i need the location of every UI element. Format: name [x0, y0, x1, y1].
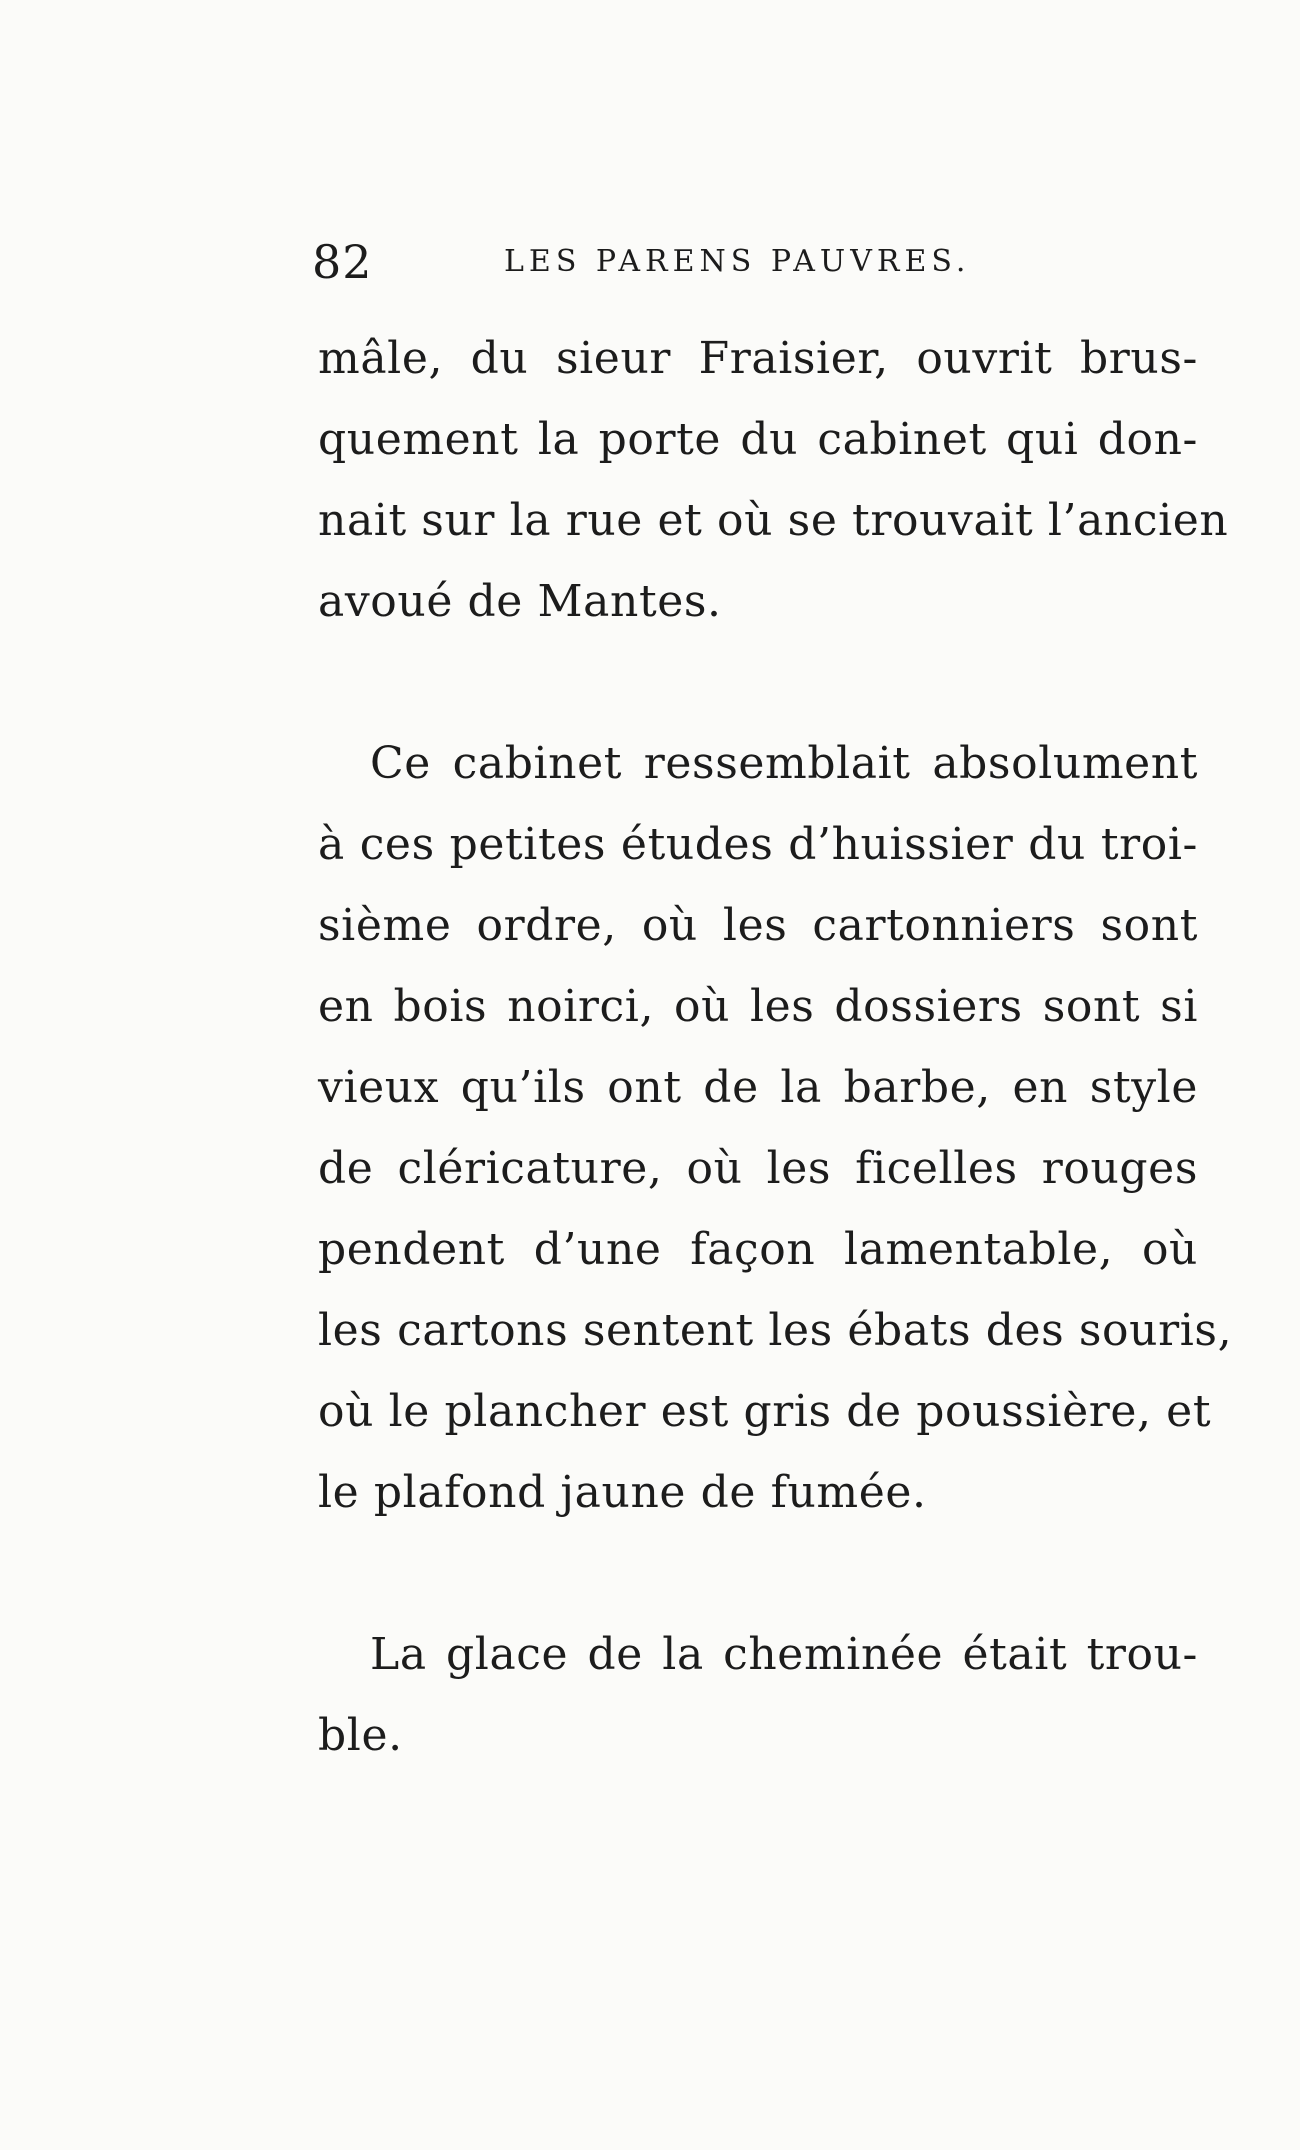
text-line: vieux qu’ils ont de la barbe, en style: [318, 1062, 1198, 1113]
text-line: à ces petites études d’huissier du troi-: [318, 819, 1198, 870]
paragraph-2: [318, 723, 1233, 1533]
text-line: les cartons sentent les ébats des souris,: [318, 1305, 1233, 1356]
text-line: où le plancher est gris de poussière, et: [318, 1386, 1212, 1437]
running-head: [312, 232, 1012, 292]
body-text: [318, 318, 1233, 1776]
text-line: en bois noirci, où les dossiers sont si: [318, 981, 1198, 1032]
page-number: 82: [312, 235, 373, 289]
paragraph-3: [318, 1614, 1198, 1776]
text-line: le plafond jaune de fumée.: [318, 1467, 927, 1518]
text-line: avoué de Mantes.: [318, 576, 722, 627]
paragraph-1: [318, 318, 1229, 642]
text-line: nait sur la rue et où se trouvait l’ancien: [318, 495, 1229, 546]
paragraph-gap: [318, 642, 1198, 723]
text-line: de cléricature, où les ficelles rouges: [318, 1143, 1198, 1194]
paragraph-gap: [318, 1533, 1198, 1614]
book-title: LES PARENS PAUVRES.: [504, 244, 971, 279]
text-line: pendent d’une façon lamentable, où: [318, 1224, 1198, 1275]
text-line: sième ordre, où les cartonniers sont: [318, 900, 1198, 951]
text-line: ble.: [318, 1710, 403, 1761]
text-line: mâle, du sieur Fraisier, ouvrit brus-: [318, 333, 1198, 384]
text-line: La glace de la cheminée était trou-: [370, 1629, 1198, 1680]
text-line: quement la porte du cabinet qui don-: [318, 414, 1198, 465]
text-line: Ce cabinet ressemblait absolument: [370, 738, 1198, 789]
